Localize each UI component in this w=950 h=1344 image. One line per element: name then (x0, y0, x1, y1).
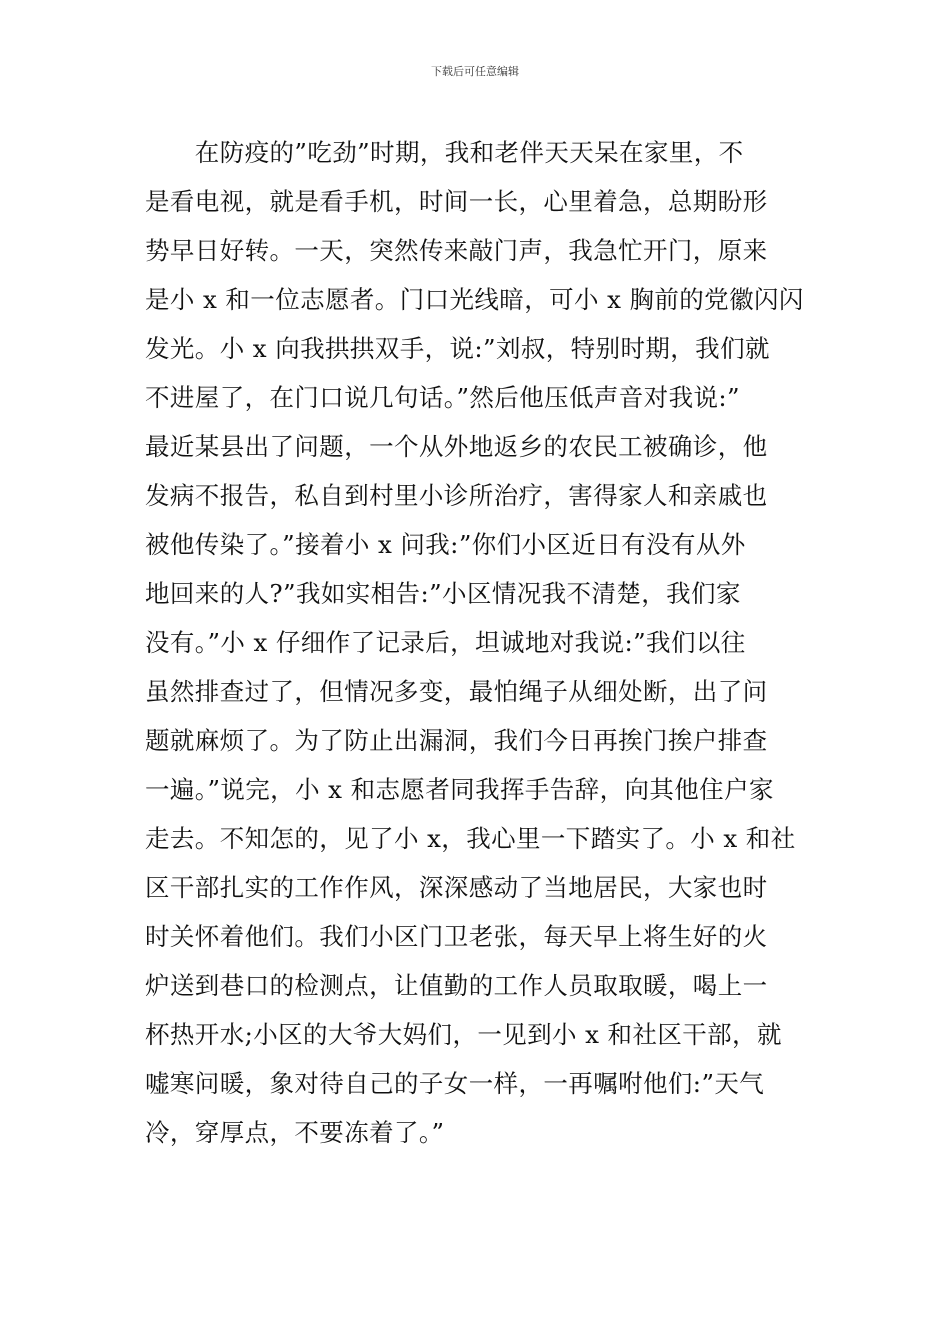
text-line: 走去。不知怎的，见了小 x，我心里一下踏实了。小 x 和社 (145, 824, 796, 853)
text-line: 最近某县出了问题，一个从外地返乡的农民工被确诊，他 (145, 432, 768, 461)
page-header: 下载后可任意编辑 (431, 65, 519, 78)
text-line: 是看电视，就是看手机，时间一长，心里着急，总期盼形 (145, 187, 768, 216)
text-line: 时关怀着他们。我们小区门卫老张，每天早上将生好的火 (145, 922, 768, 951)
text-line: 在防疫的”吃劲”时期，我和老伴天天呆在家里，不 (145, 138, 744, 167)
text-line: 区干部扎实的工作作风，深深感动了当地居民，大家也时 (145, 873, 768, 902)
text-line: 题就麻烦了。为了防止出漏洞，我们今日再挨门挨户排查 (145, 726, 768, 755)
text-line: 发病不报告，私自到村里小诊所治疗，害得家人和亲戚也 (145, 481, 768, 510)
text-line: 虽然排查过了，但情况多变，最怕绳子从细处断，出了问 (145, 677, 768, 706)
text-line: 炉送到巷口的检测点，让值勤的工作人员取取暖，喝上一 (145, 971, 768, 1000)
text-line: 杯热开水;小区的大爷大妈们，一见到小 x 和社区干部，就 (145, 1020, 782, 1049)
text-line: 嘘寒问暖，象对待自己的子女一样，一再嘱咐他们:”天气 (145, 1069, 765, 1098)
text-line: 不进屋了，在门口说几句话。”然后他压低声音对我说:” (145, 383, 740, 412)
text-line: 没有。”小 x 仔细作了记录后，坦诚地对我说:”我们以往 (145, 628, 746, 657)
text-line: 一遍。”说完，小 x 和志愿者同我挥手告辞，向其他住户家 (145, 775, 774, 804)
text-line: 是小 x 和一位志愿者。门口光线暗，可小 x 胸前的党徽闪闪 (145, 285, 804, 314)
body-paragraph (145, 128, 805, 1157)
text-line: 被他传染了。”接着小 x 问我:”你们小区近日有没有从外 (145, 530, 746, 559)
text-line: 冷，穿厚点，不要冻着了。” (145, 1118, 445, 1147)
text-line: 发光。小 x 向我拱拱双手，说:”刘叔，特别时期，我们就 (145, 334, 770, 363)
text-line: 势早日好转。一天，突然传来敲门声，我急忙开门，原来 (145, 236, 768, 265)
text-line: 地回来的人?”我如实相告:”小区情况我不清楚，我们家 (145, 579, 741, 608)
